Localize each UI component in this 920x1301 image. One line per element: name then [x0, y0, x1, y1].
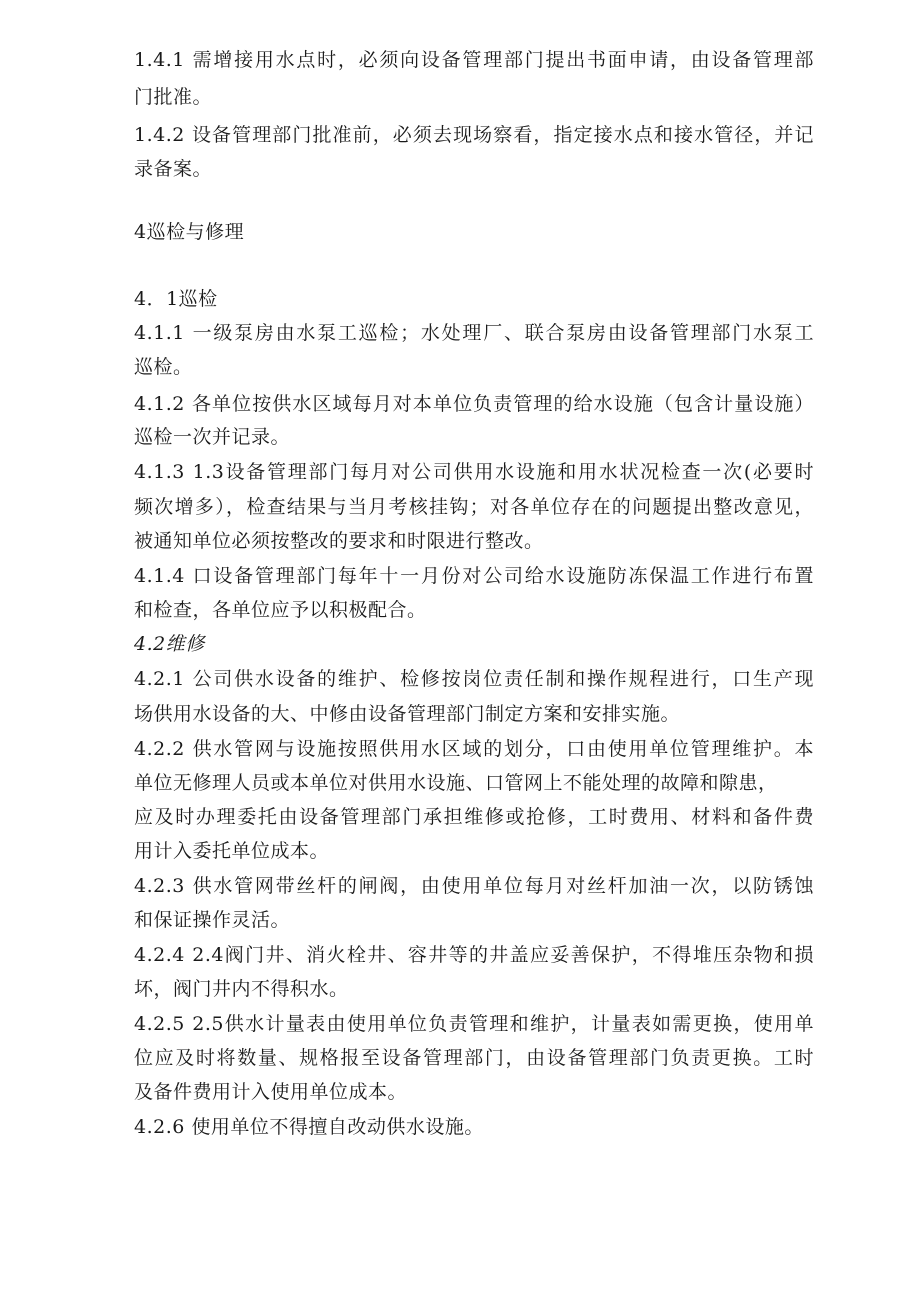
paragraph-4-1-3-line-3: 被通知单位必须按整改的要求和时限进行整改。: [134, 530, 544, 552]
paragraph-4-2-2-line-4: 用计入委托单位成本。: [134, 840, 330, 862]
paragraph-4-2-5-line-2: 位应及时将数量、规格报至设备管理部门，由设备管理部门负责更换。工时: [134, 1047, 814, 1069]
paragraph-4-2-2-line-3: 应及时办理委托由设备管理部门承担维修或抢修，工时费用、材料和备件费: [134, 806, 814, 828]
paragraph-4-2-2-line-1: 4.2.2 供水管网与设施按照供用水区域的划分，口由使用单位管理维护。本: [134, 738, 814, 760]
paragraph-1-4-1-line-2: 门批准。: [134, 86, 213, 108]
paragraph-1-4-2-line-1: 1.4.2 设备管理部门批准前，必须去现场察看，指定接水点和接水管径，并记: [134, 124, 814, 146]
section-heading-4: 4巡检与修理: [134, 221, 245, 243]
paragraph-4-2-1-line-1: 4.2.1 公司供水设备的维护、检修按岗位责任制和操作规程进行，口生产现: [134, 668, 814, 690]
paragraph-4-1-1-line-2: 巡检。: [134, 356, 193, 378]
subsection-heading-4-1: 4．1巡检: [134, 288, 218, 310]
paragraph-4-1-4-line-1: 4.1.4 口设备管理部门每年十一月份对公司给水设施防冻保温工作进行布置: [134, 565, 814, 587]
paragraph-4-1-2-line-1: 4.1.2 各单位按供水区域每月对本单位负责管理的给水设施（包含计量设施）: [134, 393, 814, 415]
paragraph-4-1-4-line-2: 和检查，各单位应予以积极配合。: [134, 599, 427, 621]
paragraph-4-2-4-line-1: 4.2.4 2.4阀门井、消火栓井、容井等的井盖应妥善保护，不得堆压杂物和损: [134, 944, 814, 966]
paragraph-1-4-2-line-2: 录备案。: [134, 158, 213, 180]
paragraph-4-2-2-line-2: 单位无修理人员或本单位对供用水设施、口管网上不能处理的故障和隙患，: [134, 772, 778, 794]
paragraph-4-1-1-line-1: 4.1.1 一级泵房由水泵工巡检；水处理厂、联合泵房由设备管理部门水泵工: [134, 322, 814, 344]
paragraph-4-2-1-line-2: 场供用水设备的大、中修由设备管理部门制定方案和安排实施。: [134, 703, 681, 725]
paragraph-4-2-3-line-1: 4.2.3 供水管网带丝杆的闸阀，由使用单位每月对丝杆加油一次，以防锈蚀: [134, 875, 814, 897]
paragraph-4-1-2-line-2: 巡检一次并记录。: [134, 426, 291, 448]
paragraph-4-2-6-line-1: 4.2.6 使用单位不得擅自改动供水设施。: [134, 1116, 484, 1138]
paragraph-4-2-5-line-3: 及备件费用计入使用单位成本。: [134, 1081, 408, 1103]
paragraph-4-2-3-line-2: 和保证操作灵活。: [134, 909, 291, 931]
paragraph-4-1-3-line-2: 频次增多），检查结果与当月考核挂钩；对各单位存在的问题提出整改意见，: [134, 496, 814, 518]
paragraph-4-2-5-line-1: 4.2.5 2.5供水计量表由使用单位负责管理和维护，计量表如需更换，使用单: [134, 1013, 814, 1035]
paragraph-4-2-4-line-2: 坏，阀门井内不得积水。: [134, 978, 349, 1000]
paragraph-4-1-3-line-1: 4.1.3 1.3设备管理部门每月对公司供用水设施和用水状况检查一次(必要时: [134, 461, 814, 483]
subsection-heading-4-2: 4.2维修: [134, 633, 205, 655]
paragraph-1-4-1-line-1: 1.4.1 需增接用水点时，必须向设备管理部门提出书面申请，由设备管理部: [134, 49, 814, 71]
